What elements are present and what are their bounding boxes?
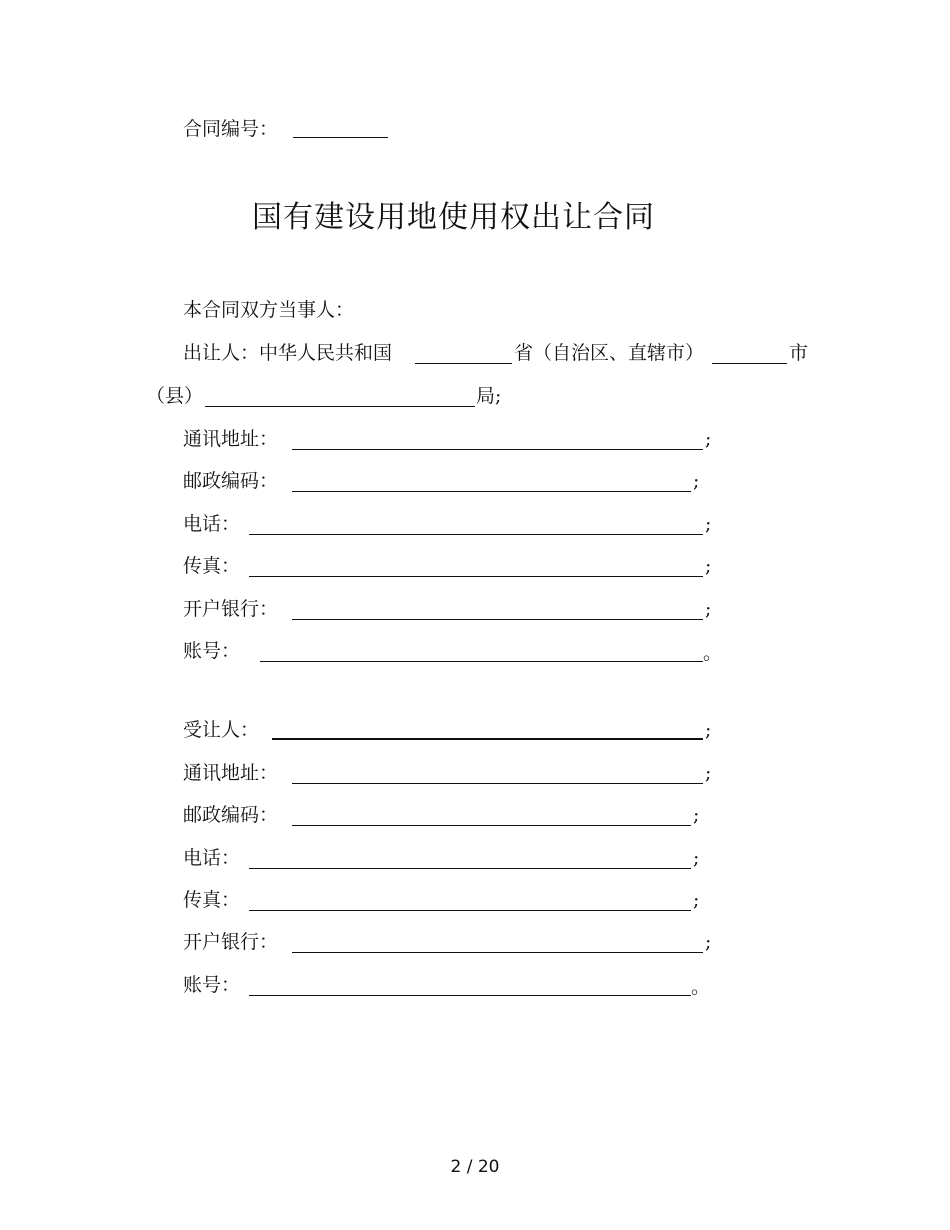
transferee-phone-blank[interactable] [249,868,691,869]
bureau-label: 局; [476,385,502,407]
transferee-phone-label: 电话： [183,847,241,869]
transferor-account-label: 账号： [183,640,241,662]
transferor-address-blank[interactable] [292,449,703,450]
semicolon: ; [705,428,712,450]
semicolon: ; [693,470,700,492]
transferee-bank-label: 开户银行： [183,931,279,953]
semicolon: ; [693,847,700,869]
transferee-fax-blank[interactable] [249,910,691,911]
transferee-name-blank[interactable] [272,738,703,740]
transferor-postcode-blank[interactable] [292,491,691,492]
semicolon: ; [705,513,712,535]
transferee-address-blank[interactable] [292,783,703,784]
document-title: 国有建设用地使用权出让合同 [252,200,655,235]
period: 。 [703,642,723,664]
semicolon: ; [705,719,712,741]
transferor-phone-label: 电话： [183,513,241,535]
parties-intro: 本合同双方当事人： [183,299,355,321]
semicolon: ; [705,598,712,620]
province-blank[interactable] [415,363,512,364]
transferor-prefix: 出让人：中华人民共和国 [183,342,393,364]
county-blank[interactable] [205,406,475,407]
semicolon: ; [693,804,700,826]
transferor-bank-blank[interactable] [292,619,703,620]
transferor-bank-label: 开户银行： [183,598,279,620]
province-label: 省（自治区、直辖市） [514,342,705,364]
contract-number-label: 合同编号： [183,118,279,140]
transferee-bank-blank[interactable] [292,952,703,953]
transferee-account-blank[interactable] [249,995,691,996]
page-number: 2 / 20 [450,1157,500,1177]
transferor-address-label: 通讯地址： [183,428,279,450]
transferor-phone-blank[interactable] [249,534,703,535]
transferee-account-label: 账号： [183,974,241,996]
semicolon: ; [705,555,712,577]
semicolon: ; [705,931,712,953]
transferor-fax-blank[interactable] [249,576,703,577]
transferee-postcode-label: 邮政编码： [183,804,279,826]
semicolon: ; [693,889,700,911]
period: 。 [691,976,711,998]
transferor-account-blank[interactable] [260,661,703,662]
city-blank[interactable] [712,363,787,364]
transferor-postcode-label: 邮政编码： [183,470,279,492]
county-label: （县） [146,385,204,407]
transferee-label: 受让人： [183,719,260,741]
transferee-fax-label: 传真： [183,889,241,911]
contract-number-blank[interactable] [293,137,388,138]
transferee-postcode-blank[interactable] [292,825,691,826]
city-label: 市 [789,342,809,364]
transferee-address-label: 通讯地址： [183,762,279,784]
transferor-fax-label: 传真： [183,555,241,577]
semicolon: ; [705,762,712,784]
